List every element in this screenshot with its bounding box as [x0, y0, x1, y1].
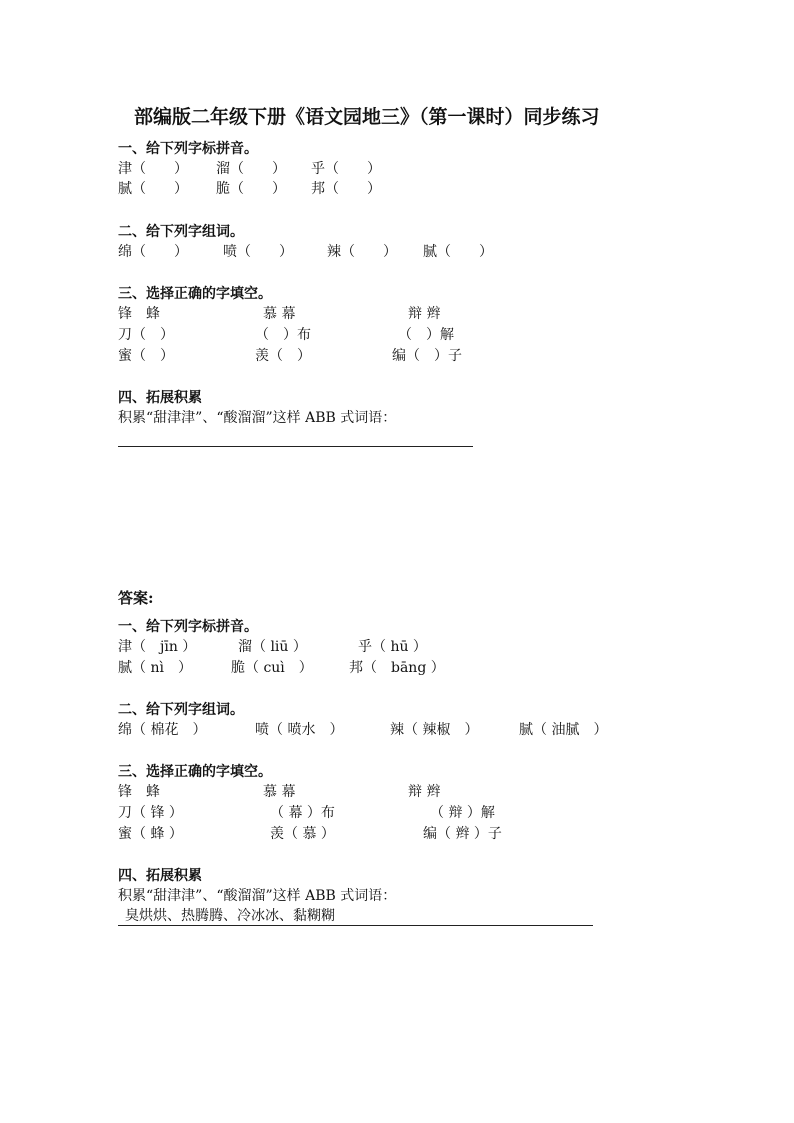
exercise-s1-item: 津（ ）	[118, 161, 188, 177]
answer-s1-item: 腻（ nì ）	[118, 660, 192, 676]
exercise-s3-item: 蜜（ ）	[118, 348, 174, 364]
answer-s3-item: 蜜（ 蜂 ）	[118, 826, 183, 842]
exercise-s3-heading: 三、选择正确的字填空。	[118, 286, 272, 302]
answer-s4-prompt: 积累“甜津津”、“酸溜溜”这样 ABB 式词语：	[118, 888, 397, 904]
answer-s1-heading: 一、给下列字标拼音。	[118, 619, 258, 635]
answer-s1-item: 邦（ bāng ）	[349, 660, 445, 676]
exercise-answer-line	[118, 446, 473, 447]
answer-s2-item: 腻（ 油腻 ）	[519, 722, 608, 738]
exercise-s2-item: 辣（ ）	[327, 244, 397, 260]
answer-s1-item: 脆（ cuì ）	[231, 660, 313, 676]
page-title: 部编版二年级下册《语文园地三》（第一课时）同步练习	[134, 106, 600, 128]
answer-s3-item: 编（ 辫 ）子	[423, 826, 502, 842]
answer-s3-pair: 慕 幕	[263, 784, 296, 800]
exercise-s4-heading: 四、拓展积累	[118, 390, 202, 406]
exercise-s3-item: 羡（ ）	[255, 348, 311, 364]
exercise-s1-item: 乎（ ）	[311, 161, 381, 177]
exercise-s2-item: 喷（ ）	[223, 244, 293, 260]
answer-s1-item: 溜（ liū ）	[238, 639, 307, 655]
exercise-s3-pair: 锋 蜂	[118, 306, 160, 322]
answer-s3-heading: 三、选择正确的字填空。	[118, 764, 272, 780]
answer-s3-pair: 锋 蜂	[118, 784, 160, 800]
exercise-s3-item: （ ）布	[255, 327, 311, 343]
exercise-s2-item: 腻（ ）	[423, 244, 493, 260]
exercise-s3-pair: 辩 辫	[408, 306, 441, 322]
answer-s2-item: 喷（ 喷水 ）	[255, 722, 344, 738]
answer-s2-item: 绵（ 棉花 ）	[118, 722, 207, 738]
exercise-s1-item: 腻（ ）	[118, 181, 188, 197]
answer-label: 答案:	[118, 589, 154, 607]
answer-s3-pair: 辩 辫	[408, 784, 441, 800]
answer-s1-item: 津（ jīn ）	[118, 639, 197, 655]
exercise-s1-item: 溜（ ）	[216, 161, 286, 177]
answer-s2-item: 辣（ 辣椒 ）	[390, 722, 479, 738]
answer-s1-item: 乎（ hū ）	[358, 639, 427, 655]
exercise-s3-item: 刀（ ）	[118, 327, 174, 343]
answer-s4-heading: 四、拓展积累	[118, 868, 202, 884]
exercise-s4-prompt: 积累“甜津津”、“酸溜溜”这样 ABB 式词语：	[118, 410, 397, 426]
exercise-s1-heading: 一、给下列字标拼音。	[118, 141, 258, 157]
exercise-s1-item: 脆（ ）	[216, 181, 286, 197]
answer-s4-fill: 臭烘烘、热腾腾、冷冰冰、黏糊糊	[125, 908, 335, 924]
answer-s3-item: 羡（ 慕 ）	[270, 826, 335, 842]
answer-fill-line	[118, 925, 593, 926]
exercise-s3-pair: 慕 幕	[263, 306, 296, 322]
exercise-s3-item: 编（ ）子	[392, 348, 462, 364]
exercise-s3-item: （ ）解	[398, 327, 454, 343]
answer-s3-item: （ 辩 ）解	[430, 805, 495, 821]
answer-s3-item: （ 幕 ）布	[270, 805, 335, 821]
exercise-s2-heading: 二、给下列字组词。	[118, 224, 244, 240]
exercise-s2-item: 绵（ ）	[118, 244, 188, 260]
answer-s2-heading: 二、给下列字组词。	[118, 702, 244, 718]
answer-s3-item: 刀（ 锋 ）	[118, 805, 183, 821]
exercise-s1-item: 邦（ ）	[311, 181, 381, 197]
